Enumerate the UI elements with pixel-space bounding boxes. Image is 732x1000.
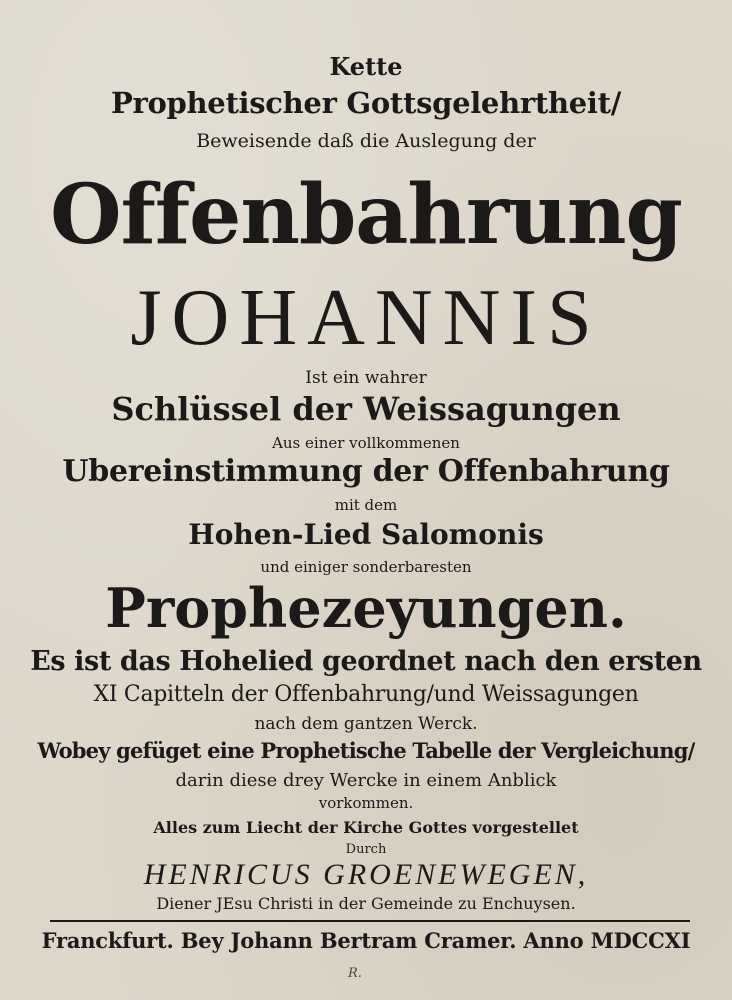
title-line-schluessel: Schlüssel der Weissagungen	[111, 390, 621, 428]
title-line-gottsgelehrtheit: Prophetischer Gottsgelehrtheit/	[111, 86, 621, 120]
title-line-vorkommen: vorkommen.	[318, 794, 414, 812]
author-title: Diener JEsu Christi in der Gemeinde zu Enchuysen.	[156, 894, 576, 913]
title-line-und-einiger: und einiger sonderbaresten	[260, 558, 472, 576]
title-line-alles: Alles zum Liecht der Kirche Gottes vorgestellet	[153, 818, 579, 837]
imprint-rule	[50, 920, 690, 922]
title-line-ubereinstimmung: Ubereinstimmung der Offenbahrung	[62, 454, 670, 489]
imprint: Franckfurt. Bey Johann Bertram Cramer. Anno MDCCXI	[41, 928, 691, 953]
author-name: HENRICUS GROENEWEGEN,	[143, 858, 589, 891]
title-line-wobey: Wobey gefüget eine Prophetische Tabelle der Vergleichung/	[37, 738, 695, 763]
title-line-ist-ein-wahrer: Ist ein wahrer	[305, 368, 427, 388]
title-line-beweisende: Beweisende daß die Auslegung der	[196, 130, 536, 152]
title-line-mit-dem: mit dem	[334, 496, 398, 514]
title-line-kette: Kette	[329, 52, 403, 81]
title-line-prophezeyungen: Prophezeyungen.	[105, 576, 627, 640]
title-line-hohen-lied: Hohen-Lied Salomonis	[188, 518, 544, 551]
title-line-durch: Durch	[345, 842, 387, 857]
title-line-johannis: JOHANNIS	[130, 274, 602, 362]
title-line-es-ist: Es ist das Hohelied geordnet nach den ersten	[30, 646, 702, 677]
title-line-darin: darin diese drey Wercke in einem Anblick	[175, 770, 557, 791]
title-line-aus-einer: Aus einer vollkommenen	[272, 434, 460, 452]
title-line-capitteln: XI Capitteln der Offenbahrung/und Weissagungen	[93, 682, 639, 707]
handwritten-mark: R.	[348, 966, 362, 981]
title-line-nach-dem: nach dem gantzen Werck.	[254, 714, 478, 734]
title-line-offenbahrung: Offenbahrung	[50, 167, 682, 263]
